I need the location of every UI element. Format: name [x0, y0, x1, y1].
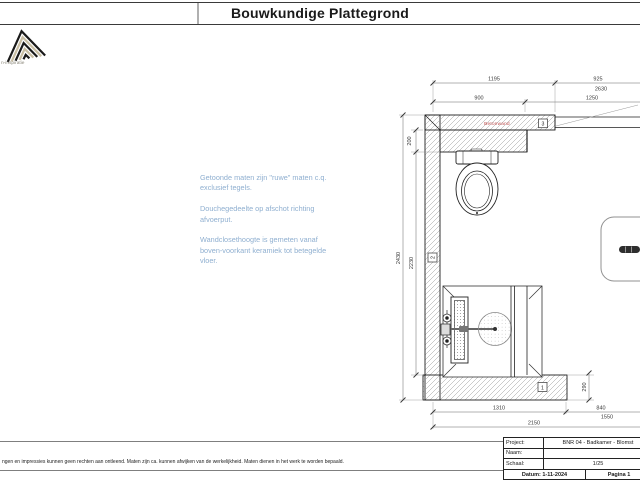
dim-2230: 2230	[409, 256, 415, 270]
pagina-value: Pagina 1	[607, 471, 631, 478]
note-line: Getoonde maten zijn "ruwe" maten c.q.	[200, 173, 327, 182]
footer-rules	[0, 442, 503, 471]
note-line: boven-voorkant keramiek tot betegelde	[200, 245, 327, 255]
note-line: exclusief tegels.	[200, 183, 252, 193]
dim-200: 200	[407, 136, 413, 146]
drawing-notes	[200, 173, 400, 267]
title-block-row-project	[504, 438, 640, 449]
note-line: Wandclosethoogte is gemeten vanaf	[200, 235, 318, 245]
note-line: afvoerput.	[200, 214, 233, 224]
project-label: Project:	[504, 438, 544, 448]
dim-290: 290	[582, 382, 588, 392]
chevron-logo-icon	[3, 27, 47, 63]
dim-900: 900	[474, 95, 484, 102]
note-line	[200, 225, 400, 235]
title-block	[503, 437, 640, 480]
title-block-row-datum	[504, 470, 640, 480]
note-line: Douchegedeelte op afschot richting	[200, 204, 315, 214]
note-line	[200, 194, 400, 204]
wall-toilet	[456, 149, 498, 215]
shower-area	[441, 286, 542, 377]
dim-2430: 2430	[396, 251, 402, 265]
title-block-row-schaal	[504, 459, 640, 470]
wall-material-label: Betonwand	[484, 121, 510, 126]
dim-1250: 1250	[585, 95, 599, 102]
note-line: vloer.	[200, 256, 218, 266]
dim-840: 840	[596, 405, 606, 412]
marker-1: 1	[541, 385, 544, 392]
marker-2: 2	[430, 256, 437, 259]
toilet-plumbing-wall	[440, 130, 527, 152]
bathtub	[601, 217, 640, 281]
thin-wall	[555, 115, 640, 130]
dim-1550: 1550	[600, 414, 614, 421]
dim-1195: 1195	[488, 76, 500, 83]
project-value: BNR 04 - Badkamer - Blomst	[562, 439, 634, 446]
datum-value: Datum: 1-11-2024	[504, 470, 586, 480]
marker-3: 3	[541, 121, 545, 128]
wall-leader-line	[556, 105, 638, 126]
bathtub-faucet	[619, 246, 640, 253]
dim-1310: 1310	[492, 405, 506, 412]
schaal-label: Schaal:	[504, 459, 544, 469]
dim-925: 925	[593, 76, 603, 83]
dim-2150: 2150	[527, 420, 541, 427]
naam-value	[544, 449, 640, 459]
naam-label: Naam:	[504, 449, 544, 459]
title-block-row-naam	[504, 449, 640, 460]
dim-2630: 2630	[594, 86, 608, 93]
schaal-value: 1/25	[592, 460, 604, 467]
shower-mixer	[441, 310, 451, 348]
footer-disclaimer: ngen en impressies kunnen geen rechten aan ontleend. Maten zijn ca. kunnen afwijken van de werkelijkheid. Maten dienen in het werk te worden bepaald.	[2, 458, 344, 465]
logo-caption: n-inspiratie	[1, 61, 25, 66]
page-title: Bouwkundige Plattegrond	[230, 5, 410, 21]
